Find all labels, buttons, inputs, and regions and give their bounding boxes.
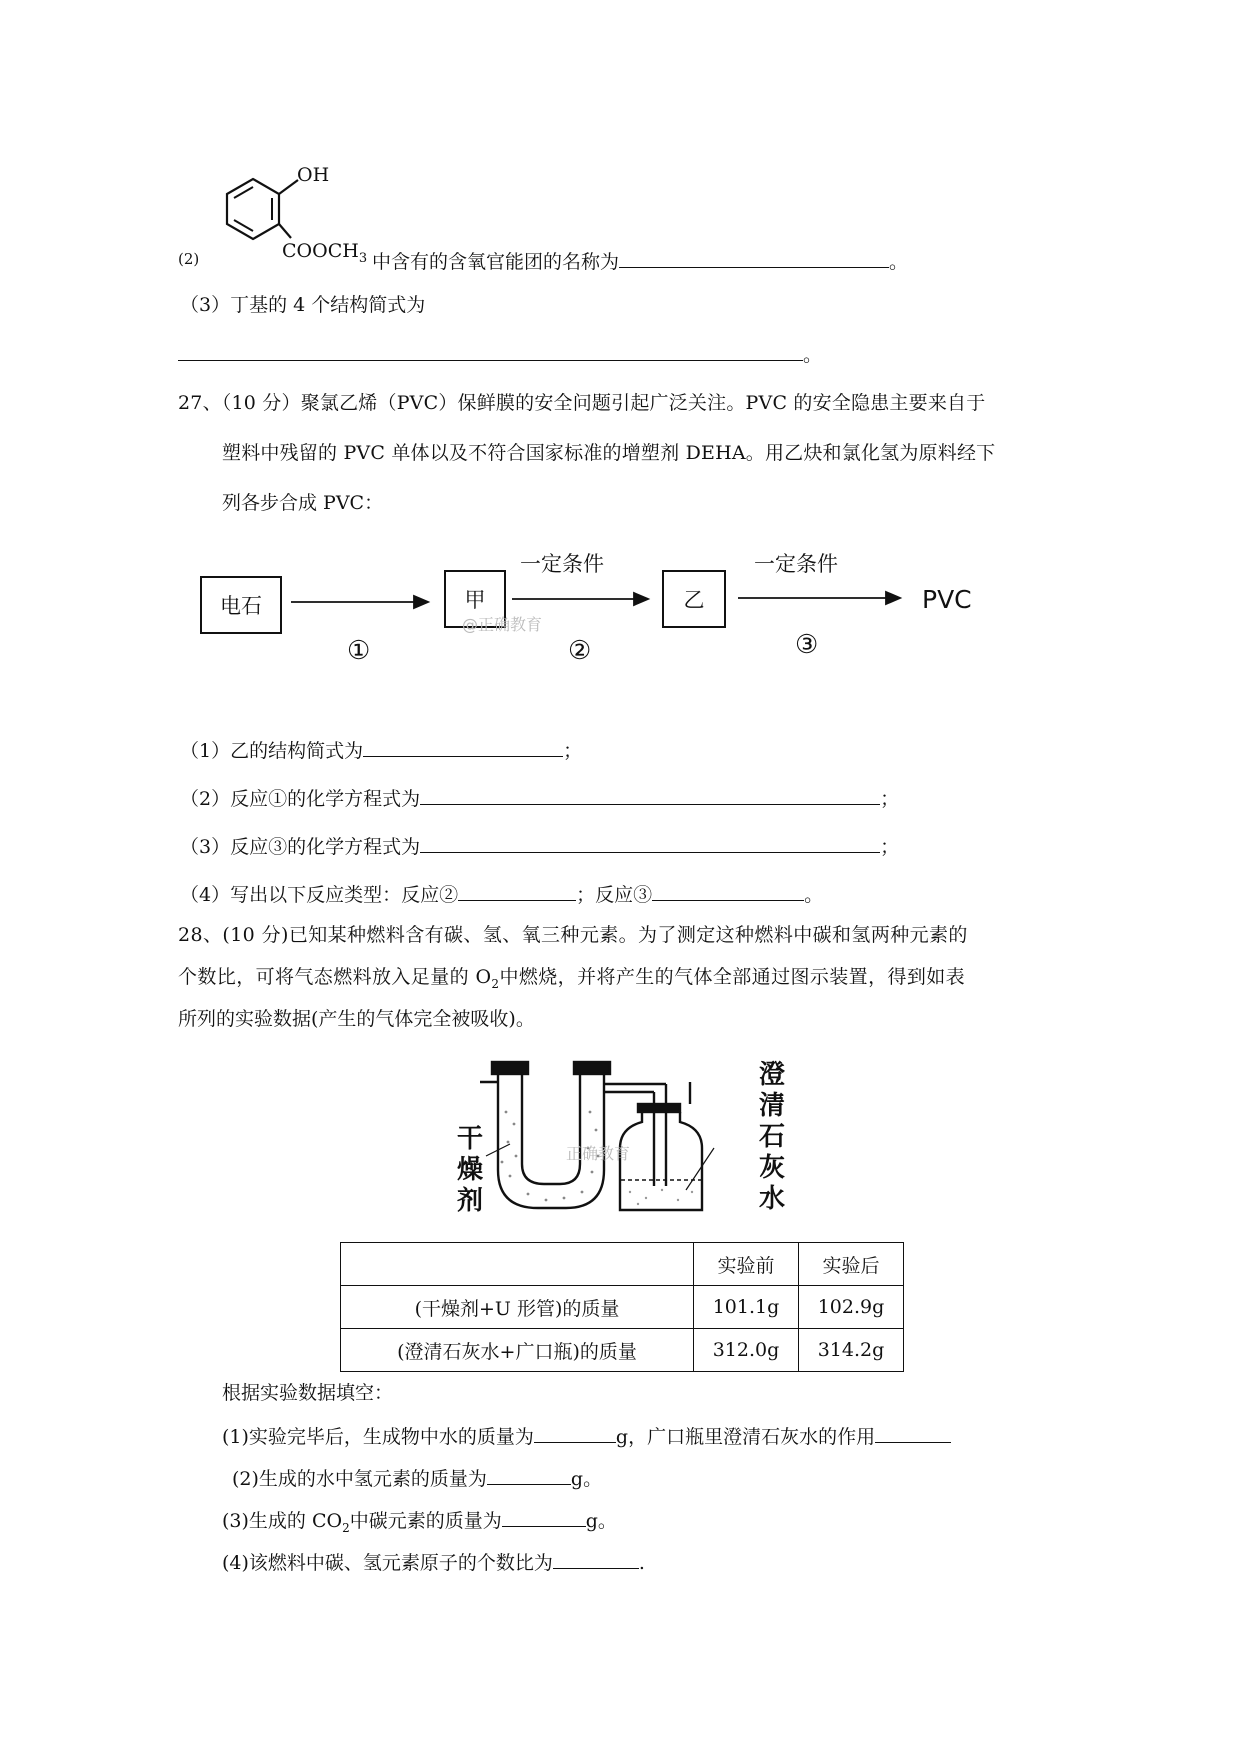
- answer-blank[interactable]: [487, 1464, 571, 1485]
- q27-sub3: [180, 832, 899, 860]
- q27-sub3-text: （3）反应③的化学方程式为: [180, 836, 421, 858]
- subscript: 2: [342, 1520, 350, 1535]
- q28-line1: 28、(10 分)已知某种燃料含有碳、氢、氧三种元素。为了测定这种燃料中碳和氢两种元素的: [178, 924, 968, 946]
- q27-sub2: [180, 784, 899, 812]
- q28-fill-1-text-b: g，广口瓶里澄清石灰水的作用: [615, 1426, 876, 1448]
- table-header-row: [341, 1243, 904, 1286]
- experiment-data-table: [340, 1242, 904, 1372]
- q28-line3: 所列的实验数据(产生的气体完全被吸收)。: [178, 1008, 535, 1030]
- label-desiccant: 干燥剂: [456, 1124, 483, 1216]
- punct: 。: [804, 884, 824, 906]
- structure-oh-label: OH: [297, 164, 330, 186]
- q28-fill-4: [222, 1548, 645, 1576]
- q28-fill-3-text-b: 中碳元素的质量为: [349, 1510, 502, 1532]
- punct: ；: [563, 740, 583, 762]
- table-cell: 102.9g: [799, 1286, 904, 1329]
- table-cell: 101.1g: [694, 1286, 799, 1329]
- step-label-3: ③: [795, 630, 819, 660]
- step-label-2: ②: [568, 636, 592, 666]
- q28-fill-1: [222, 1422, 951, 1450]
- table-header-cell: [341, 1243, 694, 1286]
- flow-box-calcium-carbide: 电石: [200, 576, 282, 634]
- q28-fill-1-text-a: (1)实验完毕后，生成物中水的质量为: [222, 1426, 534, 1448]
- q28-fill-3: [222, 1506, 617, 1541]
- q28-line2-text-a: 个数比，可将气态燃料放入足量的 O: [178, 966, 492, 988]
- flow-product-pvc: PVC: [922, 585, 972, 614]
- q27-sub4-text-b: ；反应③: [576, 884, 653, 906]
- answer-blank[interactable]: [363, 736, 563, 757]
- q28-fill-4-text-a: (4)该燃料中碳、氢元素原子的个数比为: [222, 1552, 553, 1574]
- answer-blank[interactable]: [502, 1506, 586, 1527]
- punct: 。: [889, 251, 909, 273]
- answer-blank[interactable]: [652, 880, 804, 901]
- condition-label-3: 一定条件: [754, 552, 838, 576]
- q28-line2: [178, 964, 965, 997]
- label-lime-water: 澄清石灰水: [758, 1060, 785, 1214]
- punct: .: [638, 1552, 645, 1574]
- q27-line1: 27、（10 分）聚氯乙烯（PVC）保鲜膜的安全问题引起广泛关注。PVC 的安全隐患主要来自于: [178, 392, 986, 414]
- q27-sub2-text: （2）反应①的化学方程式为: [180, 788, 421, 810]
- answer-blank[interactable]: [420, 784, 880, 805]
- table-cell: 312.0g: [694, 1329, 799, 1372]
- apparatus-diagram: [480, 1052, 740, 1222]
- q28-fill-2: [232, 1464, 602, 1492]
- q26-part2-number: (2): [178, 250, 200, 268]
- condition-label-2: 一定条件: [520, 552, 604, 576]
- q27-sub4-text-a: （4）写出以下反应类型：反应②: [180, 884, 459, 906]
- watermark: @正确教育: [462, 615, 543, 634]
- table-row: [341, 1329, 904, 1372]
- q28-fill-2-text-a: (2)生成的水中氢元素的质量为: [232, 1468, 487, 1490]
- flow-box-yi: 乙: [662, 570, 726, 628]
- q27-sub4: [180, 880, 823, 908]
- q28-fill-3-text-a: (3)生成的 CO: [222, 1510, 343, 1532]
- punct: ；: [880, 788, 900, 810]
- table-row: [341, 1286, 904, 1329]
- flow-arrows: [0, 0, 1241, 700]
- q28-fill-intro: 根据实验数据填空：: [222, 1382, 394, 1404]
- q27-sub1-text: （1）乙的结构简式为: [180, 740, 364, 762]
- punct: 。: [803, 344, 823, 366]
- watermark: 正确教育: [566, 1144, 631, 1163]
- cooch3-subscript: 3: [358, 250, 368, 266]
- table-cell: (干燥剂+U 形管)的质量: [341, 1286, 694, 1329]
- table-cell: (澄清石灰水+广口瓶)的质量: [341, 1329, 694, 1372]
- q27-line2: 塑料中残留的 PVC 单体以及不符合国家标准的增塑剂 DEHA。用乙炔和氯化氢为原料经下: [222, 442, 996, 464]
- table-header-cell: 实验前: [694, 1243, 799, 1286]
- punct: ；: [880, 836, 900, 858]
- answer-blank[interactable]: [534, 1422, 616, 1443]
- q26-part2-text: 中含有的含氧官能团的名称为: [372, 251, 620, 273]
- answer-blank[interactable]: [553, 1548, 639, 1569]
- q28-line2-text-b: 中燃烧，并将产生的气体全部通过图示装置，得到如表: [499, 966, 966, 988]
- q27-line3: 列各步合成 PVC：: [222, 492, 384, 514]
- answer-blank[interactable]: [420, 832, 880, 853]
- q28-fill-2-text-b: g。: [570, 1468, 603, 1490]
- table-header-cell: 实验后: [799, 1243, 904, 1286]
- cooch3-text: COOCH: [282, 240, 359, 262]
- step-label-1: ①: [347, 636, 371, 666]
- table-cell: 314.2g: [799, 1329, 904, 1372]
- q26-part3-text: （3）丁基的 4 个结构简式为: [180, 294, 426, 316]
- flow-box-jia: 甲: [444, 570, 506, 628]
- answer-blank[interactable]: [875, 1422, 951, 1443]
- q28-fill-3-text-c: g。: [585, 1510, 617, 1532]
- q27-sub1: [180, 736, 582, 764]
- answer-blank[interactable]: [458, 880, 576, 901]
- subscript: 2: [491, 976, 500, 991]
